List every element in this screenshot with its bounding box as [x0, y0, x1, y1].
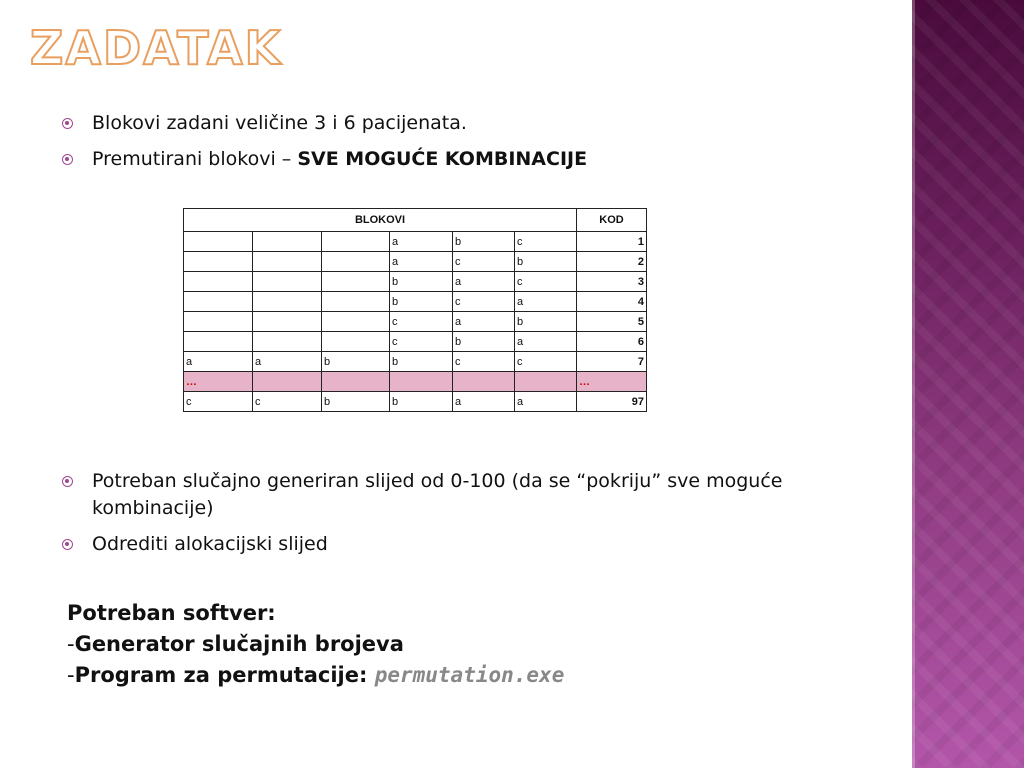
table-cell: [322, 292, 390, 312]
table-cell: a: [453, 392, 515, 412]
program-filename: permutation.exe: [374, 663, 565, 687]
table-row: [184, 352, 647, 372]
bullet-item: [62, 531, 862, 558]
table-cell: [253, 292, 322, 312]
table-cell: [390, 372, 453, 392]
table-cell: c: [453, 252, 515, 272]
kod-cell: …: [577, 372, 647, 392]
software-item: [67, 629, 867, 660]
decorative-sidebar: [912, 0, 1024, 768]
bullet-text: Potreban slučajno generiran slijed od 0-100 (da se “pokriju” sve moguće kombinacije): [92, 470, 783, 519]
table-cell: [253, 232, 322, 252]
table-cell: c: [390, 332, 453, 352]
table-row: [184, 332, 647, 352]
table-cell: [184, 252, 253, 272]
kod-cell: 1: [577, 232, 647, 252]
table-body: [184, 232, 647, 412]
table-cell: [453, 372, 515, 392]
table-row: [184, 252, 647, 272]
table-cell: b: [322, 352, 390, 372]
table-cell: b: [322, 392, 390, 412]
kod-cell: 5: [577, 312, 647, 332]
kod-cell: 7: [577, 352, 647, 372]
table-cell: [322, 252, 390, 272]
table-cell: a: [515, 292, 577, 312]
bullet-list-top: [62, 110, 862, 182]
bullet-text: Odrediti alokacijski slijed: [92, 533, 328, 555]
table-cell: a: [515, 392, 577, 412]
table-cell: b: [390, 292, 453, 312]
table-cell: a: [515, 332, 577, 352]
table-cell: b: [515, 312, 577, 332]
bullet-item: [62, 146, 862, 173]
table-row: [184, 372, 647, 392]
bullet-icon: [62, 476, 73, 487]
table-cell: [184, 272, 253, 292]
table-row: [184, 232, 647, 252]
table-cell: c: [253, 392, 322, 412]
software-item-text: Program za permutacije:: [74, 663, 375, 687]
bullet-text: Premutirani blokovi –: [92, 148, 298, 170]
dash-prefix: -: [67, 632, 75, 656]
bullet-icon: [62, 118, 73, 129]
header-blokovi: BLOKOVI: [184, 209, 577, 232]
table-cell: c: [390, 312, 453, 332]
bullet-icon: [62, 154, 73, 165]
table-cell: a: [453, 312, 515, 332]
table-cell: [322, 272, 390, 292]
software-item: [67, 660, 867, 691]
table-cell: c: [515, 352, 577, 372]
table-row: [184, 272, 647, 292]
table-row: [184, 392, 647, 412]
table-cell: a: [184, 352, 253, 372]
software-requirements: [67, 598, 867, 691]
table-cell: [253, 272, 322, 292]
table-cell: [253, 252, 322, 272]
table-cell: [253, 372, 322, 392]
table-cell: b: [453, 332, 515, 352]
kod-cell: 4: [577, 292, 647, 312]
bullet-bold-text: SVE MOGUĆE KOMBINACIJE: [297, 148, 588, 170]
table-cell: a: [390, 232, 453, 252]
table-cell: c: [184, 392, 253, 412]
dash-prefix: -: [67, 663, 75, 687]
table-cell: c: [453, 292, 515, 312]
table-cell: c: [515, 232, 577, 252]
table-header-row: [184, 209, 647, 232]
table-cell: a: [453, 272, 515, 292]
table-cell: [184, 312, 253, 332]
table-cell: a: [253, 352, 322, 372]
table-cell: c: [515, 272, 577, 292]
table-cell: [322, 332, 390, 352]
table-cell: b: [390, 352, 453, 372]
bullet-item: [62, 110, 862, 137]
table-cell: b: [390, 272, 453, 292]
kod-cell: 6: [577, 332, 647, 352]
table-cell: [322, 372, 390, 392]
bullet-text: Blokovi zadani veličine 3 i 6 pacijenata.: [92, 112, 467, 134]
table-row: [184, 312, 647, 332]
table-cell: [253, 312, 322, 332]
table-cell: …: [184, 372, 253, 392]
kod-cell: 97: [577, 392, 647, 412]
table-cell: [322, 232, 390, 252]
table-cell: c: [453, 352, 515, 372]
software-item-text: Generator slučajnih brojeva: [74, 632, 404, 656]
table-cell: [184, 232, 253, 252]
table-cell: [184, 292, 253, 312]
kod-cell: 2: [577, 252, 647, 272]
table-cell: [184, 332, 253, 352]
permutation-table: [183, 208, 647, 412]
software-heading: Potreban softver:: [67, 601, 276, 625]
bullet-icon: [62, 539, 73, 550]
header-kod: KOD: [577, 209, 647, 232]
table-cell: [322, 312, 390, 332]
table-cell: b: [390, 392, 453, 412]
table-cell: b: [453, 232, 515, 252]
kod-cell: 3: [577, 272, 647, 292]
table-cell: [253, 332, 322, 352]
slide-title: ZADATAK: [30, 21, 283, 75]
table-cell: [515, 372, 577, 392]
table-row: [184, 292, 647, 312]
table-cell: b: [515, 252, 577, 272]
bullet-list-bottom: [62, 468, 862, 567]
bullet-item: [62, 468, 862, 522]
table-cell: a: [390, 252, 453, 272]
